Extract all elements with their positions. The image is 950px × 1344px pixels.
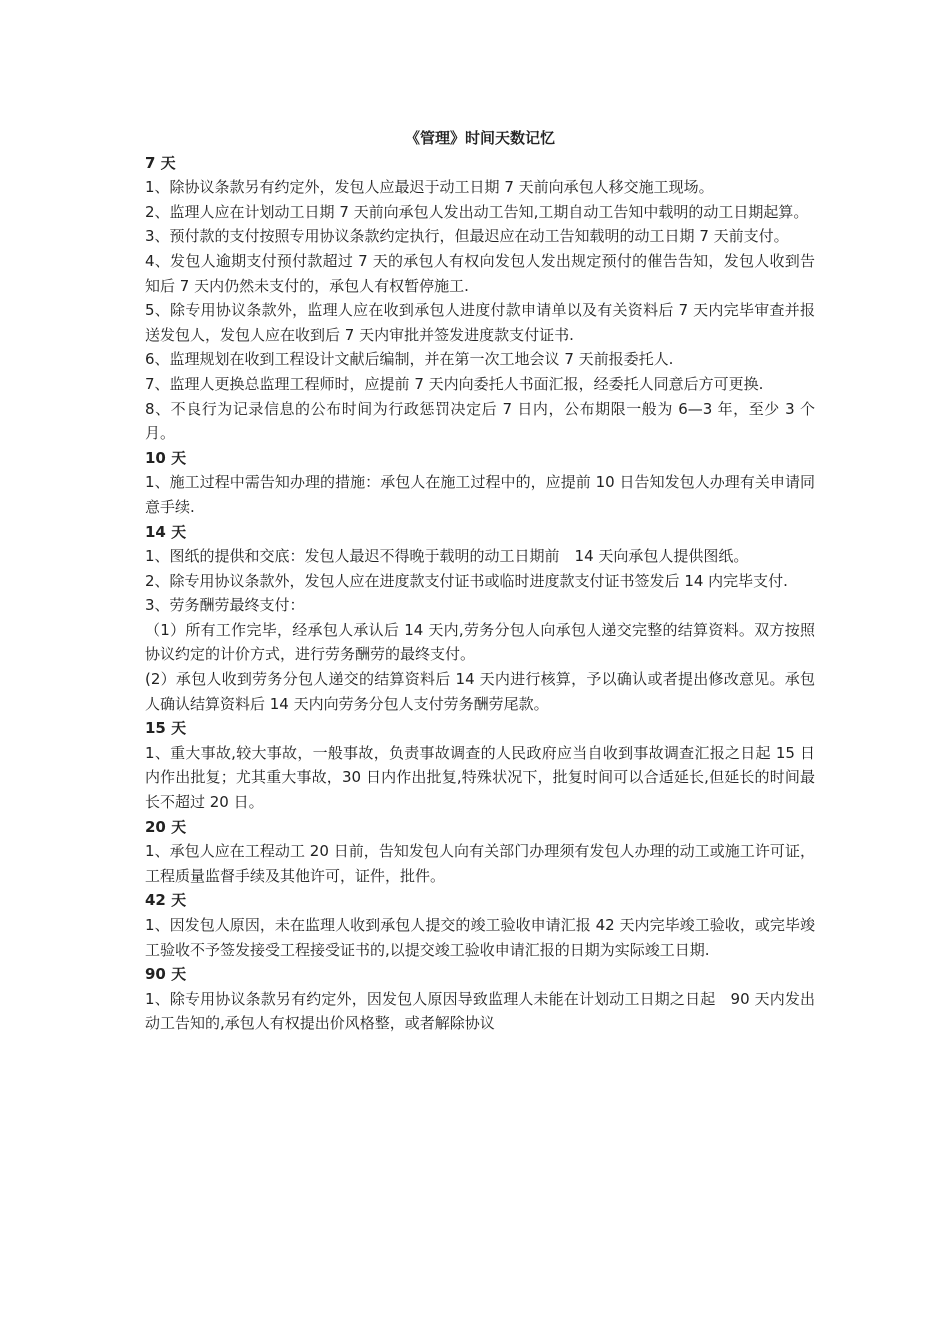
section-heading: 15 天 [145,719,187,738]
list-item: 2、除专用协议条款外，发包人应在进度款支付证书或临时进度款支付证书签发后 14 内完毕支付. [145,571,788,590]
section-20-days [145,815,815,889]
list-item: （1）所有工作完毕，经承包人承认后 14 天内,劳务分包人向承包人递交完整的结算资料。双方按照协议约定的计价方式，进行劳务酬劳的最终支付。 [145,620,815,664]
section-10-days [145,446,815,520]
section-42-days [145,888,815,962]
section-7-days [145,151,815,446]
list-item: 7、监理人更换总监理工程师时，应提前 7 天内向委托人书面汇报，经委托人同意后方可更换. [145,374,764,393]
list-item: (2）承包人收到劳务分包人递交的结算资料后 14 天内进行核算，予以确认或者提出修改意见。承包人确认结算资料后 14 天内向劳务分包人支付劳务酬劳尾款。 [145,670,815,713]
list-item: 6、监理规划在收到工程设计文献后编制，并在第一次工地会议 7 天前报委托人. [145,350,674,369]
list-item: 1、除协议条款另有约定外，发包人应最迟于动工日期 7 天前向承包人移交施工现场。 [145,178,714,197]
section-15-days [145,716,815,814]
list-item: 1、因发包人原因，未在监理人收到承包人提交的竣工验收申请汇报 42 天内完毕竣工验收，或完毕竣工验收不予签发接受工程接受证书的,以提交竣工验收申请汇报的日期为实际竣工日期. [145,916,815,959]
document-page [145,126,815,1036]
section-90-days [145,962,815,1036]
list-item: 3、预付款的支付按照专用协议条款约定执行，但最迟应在动工告知载明的动工日期 7 天前支付。 [145,227,789,246]
section-14-days [145,520,815,717]
section-heading: 42 天 [145,891,187,910]
list-item: 4、发包人逾期支付预付款超过 7 天的承包人有权向发包人发出规定预付的催告告知，发包人收到告知后 7 天内仍然未支付的，承包人有权暂停施工. [145,251,815,295]
section-heading: 14 天 [145,522,187,541]
section-heading: 90 天 [145,965,187,984]
section-heading: 7 天 [145,153,176,172]
list-item: 1、除专用协议条款另有约定外，因发包人原因导致监理人未能在计划动工日期之日起 90 天内发出动工告知的,承包人有权提出价风格整，或者解除协议 [145,989,815,1033]
list-item: 1、施工过程中需告知办理的措施：承包人在施工过程中的，应提前 10 日告知发包人办理有关申请同意手续. [145,473,815,516]
list-item: 3、劳务酬劳最终支付： [145,596,305,615]
list-item: 1、图纸的提供和交底：发包人最迟不得晚于载明的动工日期前 14 天向承包人提供图纸。 [145,547,749,566]
section-heading: 10 天 [145,448,187,467]
section-heading: 20 天 [145,817,187,836]
list-item: 1、重大事故,较大事故，一般事故，负责事故调查的人民政府应当自收到事故调查汇报之日起 15 日内作出批复；尤其重大事故，30 日内作出批复,特殊状况下，批复时间可以合适延长,但延长的时间最长不超过 20 日。 [145,743,815,812]
list-item: 5、除专用协议条款外，监理人应在收到承包人进度付款申请单以及有关资料后 7 天内完毕审查并报送发包人，发包人应在收到后 7 天内审批并签发进度款支付证书. [145,301,815,344]
list-item: 2、监理人应在计划动工日期 7 天前向承包人发出动工告知,工期自动工告知中载明的动工日期起算。 [145,202,809,221]
document-title: 《管理》时间天数记忆 [404,129,555,147]
list-item: 8、不良行为记录信息的公布时间为行政惩罚决定后 7 日内，公布期限一般为 6—3 年，至少 3 个月。 [145,399,815,443]
list-item: 1、承包人应在工程动工 20 日前，告知发包人向有关部门办理须有发包人办理的动工或施工许可证，工程质量监督手续及其他许可，证件，批件。 [145,842,815,885]
